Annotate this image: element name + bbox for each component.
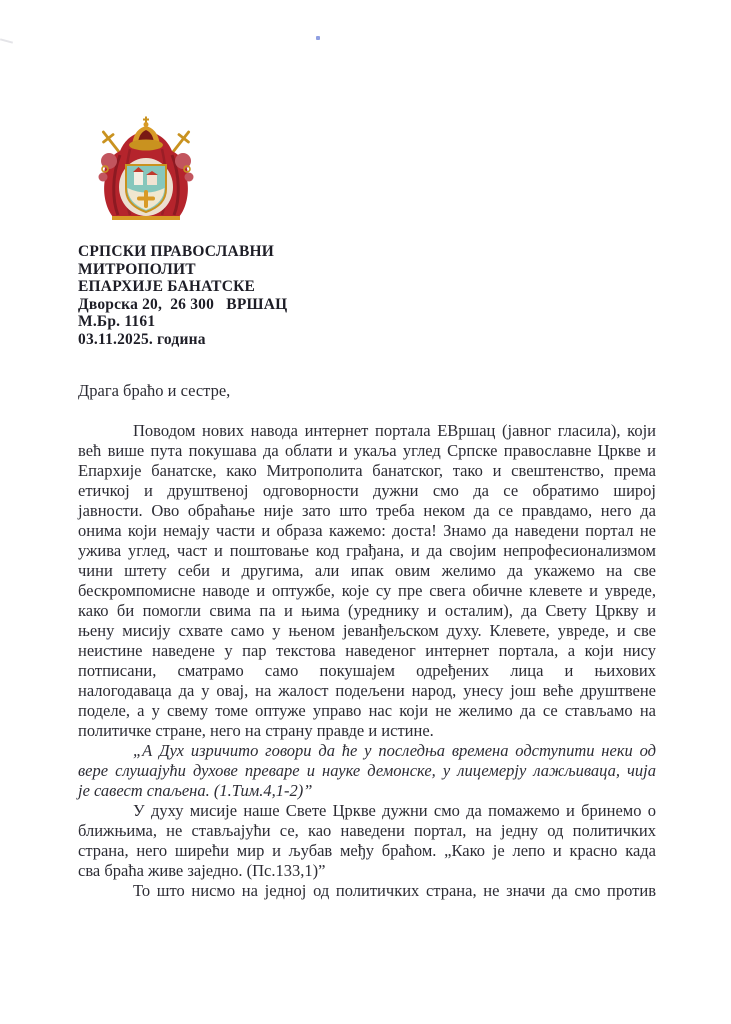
body-line: ближњима, не стављајући се, као наведени портал, на једну од политичких [78,821,656,840]
body-line: чини штету себи и другима, али ипак овим желимо да укажемо на све [78,561,656,580]
letterhead-address: Дворска 20, 26 300 ВРШАЦ [78,295,288,313]
body-line: неистине наведене у пар текстова наведеног интернет портала, а који нису [78,641,656,660]
body-line: ужива углед, част и поштовање код грађана, и да својим непрофесионализмом [78,541,656,560]
emblem-fringe [112,216,180,220]
body-line: сва браћа живе заједно. (Пс.133,1)” [78,861,326,880]
body-line: налогодаваца да у овај, на жалост подељени народ, унесу још веће друштвене [78,681,656,700]
letter-body [78,421,656,901]
body-line: већ више пута покушава да облати и укаља углед Српске православне Цркве и [78,441,656,460]
body-line: је савест спаљена. (1.Тим.4,1-2)” [78,781,313,800]
body-line: потписани, сматрамо само покушајем одређених лица и њихових [78,661,656,680]
body-line: страна, него ширећи мир и љубав међу браћом. „Како је лепо и красно када [78,841,656,860]
body-line: како би помогли свима па и њима (уреднику и осталим), да Свету Цркву и [78,601,656,620]
body-line: Поводом нових навода интернет портала ЕВршац (јавног гласила), који [133,421,656,440]
body-line: Епархије банатске, како Митрополита банатског, тако и свештенство, према [78,461,656,480]
letterhead-date: 03.11.2025. година [78,330,206,348]
body-line: етичкој и друштвеној одговорности дужни смо да се обратимо широј [78,481,656,500]
scan-scratch-artifact [0,38,13,43]
body-line: њену мисију схвате само у њеном јеванђељском духу. Клевете, увреде, и све [78,621,656,640]
scan-ink-dot-artifact [316,36,320,40]
body-line: бескромпомисне наводе и оптужбе, које су пре свега обичне клевете и увреде, [78,581,656,600]
letterhead-org-line-3: ЕПАРХИЈЕ БАНАТСКЕ [78,278,256,296]
emblem-crown [129,117,163,151]
coat-of-arms [92,115,200,233]
body-line: вере слушајући духове преваре и науке демонске, у лицемерју лажљиваца, чија [78,761,656,780]
body-line: поделе, а у свему томе оптуже управо нас који не желимо да се стављамо на [78,701,656,720]
letterhead-org-line-1: СРПСКИ ПРАВОСЛАВНИ [78,243,275,260]
body-line: У духу мисије наше Свете Цркве дужни смо да помажемо и бринемо о [133,801,656,820]
letterhead [78,243,287,349]
body-line: То што нисмо на једној од политичких страна, не значи да смо против [133,881,656,900]
body-line: онима који немају части и образа кажемо: доста! Знамо да наведени портал не [78,521,656,540]
body-line: јавности. Ово обраћање није зато што треба неком да се правдамо, него да [78,501,656,520]
letterhead-ref-number: М.Бр. 1161 [78,313,156,331]
letterhead-org-line-2: МИТРОПОЛИТ [78,260,196,278]
coat-of-arms-icon [92,115,200,233]
salutation: Драга браћо и сестре, [78,381,231,400]
body-line: политичке стране, него на страну правде и истине. [78,721,434,740]
body-line: „А Дух изричито говори да ће у последња времена одступити неки од [133,741,656,760]
